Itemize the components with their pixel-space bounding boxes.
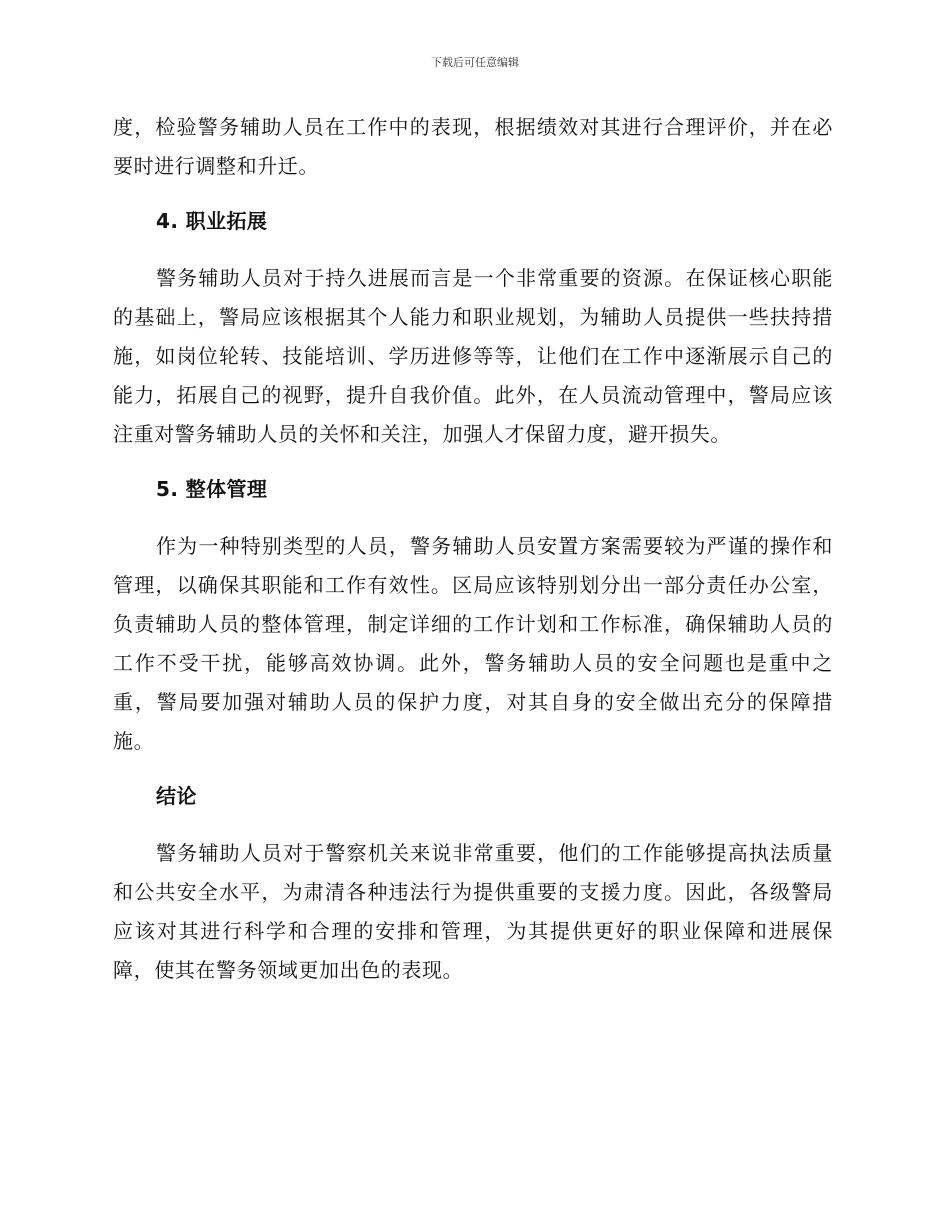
paragraph-career-development: 警务辅助人员对于持久进展而言是一个非常重要的资源。在保证核心职能的基础上，警局应该根据其个人能力和职业规划，为辅助人员提供一些扶持措施，如岗位轮转、技能培训、学历进修等等，让他们在工作中逐渐展示自己的能力，拓展自己的视野，提升自我价值。此外，在人员流动管理中，警局应该注重对警务辅助人员的关怀和关注，加强人才保留力度，避开损失。 bbox=[113, 266, 833, 446]
paragraph-overall-management: 作为一种特别类型的人员，警务辅助人员安置方案需要较为严谨的操作和管理，以确保其职能和工作有效性。区局应该特别划分出一部分责任办公室，负责辅助人员的整体管理，制定详细的工作计划和工作标准，确保辅助人员的工作不受干扰，能够高效协调。此外，警务辅助人员的安全问题也是重中之重，警局要加强对辅助人员的保护力度，对其自身的安全做出充分的保障措施。 bbox=[113, 534, 833, 753]
page-header-note: 下载后可任意编辑 bbox=[431, 56, 519, 69]
document-body bbox=[113, 108, 833, 990]
section-heading-career-development: 4. 职业拓展 bbox=[156, 209, 268, 233]
section-heading-overall-management: 5. 整体管理 bbox=[156, 477, 268, 501]
paragraph-conclusion: 警务辅助人员对于警察机关来说非常重要，他们的工作能够提高执法质量和公共安全水平，为肃清各种违法行为提供重要的支援力度。因此，各级警局应该对其进行科学和合理的安排和管理，为其提供更好的职业保障和进展保障，使其在警务领域更加出色的表现。 bbox=[113, 841, 833, 982]
section-heading-conclusion: 结论 bbox=[156, 784, 197, 808]
paragraph-continued: 度，检验警务辅助人员在工作中的表现，根据绩效对其进行合理评价，并在必要时进行调整和升迁。 bbox=[113, 115, 833, 178]
